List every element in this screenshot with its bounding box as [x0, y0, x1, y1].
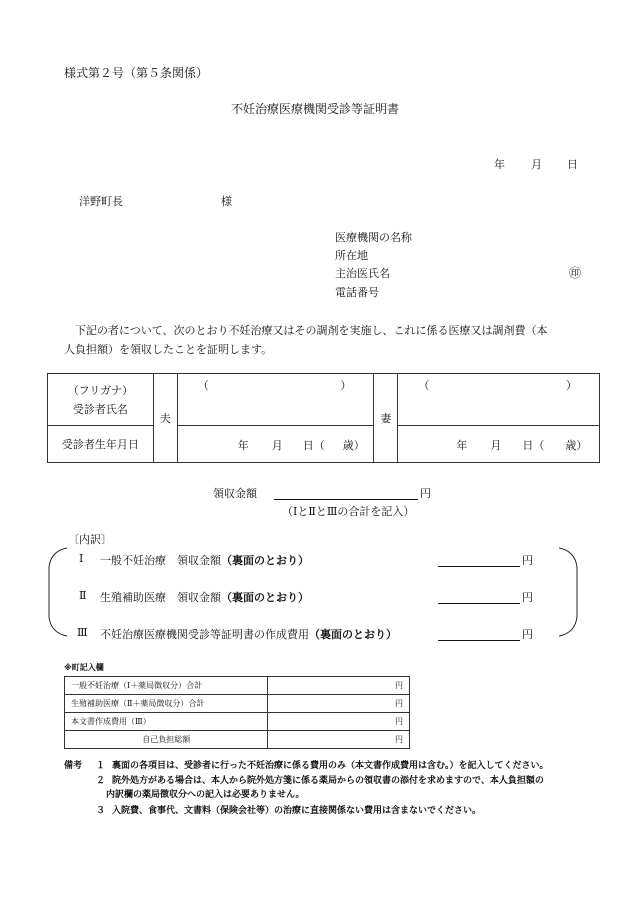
date-year: 年: [494, 158, 505, 171]
institution-address-label: 所在地: [335, 249, 368, 262]
husband-birth-day: 日（: [302, 439, 325, 452]
phone-label: 電話番号: [335, 286, 379, 299]
patient-name-label: 受診者氏名: [72, 402, 128, 416]
town-row-2-label: 生殖補助医療（Ⅱ＋薬局徴収分）合計: [65, 695, 268, 713]
breakdown-label: 〔内訳〕: [68, 533, 112, 546]
husband-birth-field[interactable]: [177, 426, 374, 463]
town-row-2-unit[interactable]: 円: [268, 695, 410, 713]
receipt-label: 領収金額: [213, 487, 257, 500]
town-section-label: ※町記入欄: [64, 663, 104, 672]
breakdown-item-2-num: Ⅱ: [79, 589, 87, 602]
addressee-name: 洋野町長: [79, 195, 123, 208]
breakdown-item-1-text: 一般不妊治療 領収金額（裏面のとおり）: [100, 554, 309, 567]
breakdown-item-2-text: 生殖補助医療 領収金額（裏面のとおり）: [100, 591, 309, 604]
right-bracket: [557, 547, 579, 637]
town-row-4-label: 自己負担総額: [65, 731, 268, 749]
wife-label: 妻: [374, 374, 398, 463]
town-row-3-unit[interactable]: 円: [268, 713, 410, 731]
note-2-text: 院外処方がある場合は、本人から院外処方箋に係る薬局からの領収書の添付を求めますので、本人負担額の: [112, 776, 544, 786]
breakdown-item-3-num: Ⅲ: [77, 626, 88, 639]
breakdown-item-3-amount-line[interactable]: [438, 640, 520, 641]
note-1-text: 裏面の各項目は、受診者に行った不妊治療に係る費用のみ（本文書作成費用は含む。）を記入してください。: [112, 761, 549, 771]
birth-label: 受診者生年月日: [48, 426, 154, 463]
breakdown-item-2-unit: 円: [522, 591, 533, 604]
wife-name-field[interactable]: [398, 374, 600, 426]
form-number: 様式第２号（第５条関係）: [64, 66, 209, 80]
husband-birth-age: 歳）: [342, 439, 365, 452]
statement-line-1: 下記の者について、次のとおり不妊治療又はその調剤を実施し、これに係る医療又は調剤費（本: [64, 324, 548, 337]
institution-name-label: 医療機関の名称: [335, 231, 412, 244]
wife-birth-year: 年: [456, 439, 468, 452]
wife-birth-age: 歳）: [565, 439, 588, 452]
husband-name-field[interactable]: [177, 374, 374, 426]
seal-mark: ㊞: [569, 266, 582, 280]
left-bracket: [47, 547, 69, 637]
town-row-4-unit[interactable]: 円: [268, 731, 410, 749]
breakdown-item-1-amount-line[interactable]: [438, 566, 520, 567]
statement-line-2: 人負担額）を領収したことを証明します。: [64, 343, 273, 356]
town-table: [64, 676, 410, 749]
wife-birth-month: 月: [490, 439, 502, 452]
note-2-num: ２: [96, 776, 106, 786]
note-2-text-cont: 内訳欄の薬局徴収分への記入は必要ありません。: [106, 790, 305, 800]
breakdown-item-1-num: Ⅰ: [79, 552, 84, 565]
receipt-unit: 円: [420, 487, 431, 500]
name-label-cell: [48, 374, 154, 426]
breakdown-item-3-unit: 円: [522, 628, 533, 641]
breakdown-item-2-amount-line[interactable]: [438, 603, 520, 604]
doctor-name-label: 主治医氏名: [335, 267, 390, 280]
wife-birth-day: 日（: [522, 439, 545, 452]
breakdown-item-3-text: 不妊治療医療機関受診等証明書の作成費用（裏面のとおり）: [100, 628, 397, 641]
breakdown-item-1-unit: 円: [522, 554, 533, 567]
receipt-amount-line[interactable]: [274, 499, 418, 500]
note-1-num: １: [96, 761, 106, 771]
furigana-label: （フリガナ）: [67, 383, 134, 397]
note-3-text: 入院費、食事代、文書料（保険会社等）の治療に直接関係ない費用は含まないでください。: [112, 806, 482, 816]
husband-birth-year: 年: [237, 439, 249, 452]
town-row-1-label: 一般不妊治療（Ⅰ＋薬局徴収分）合計: [65, 677, 268, 695]
date-day: 日: [567, 158, 578, 171]
patient-table: [47, 373, 600, 463]
wife-paren-close: ）: [566, 379, 577, 392]
wife-birth-field[interactable]: [398, 426, 600, 463]
wife-paren-open: （: [418, 379, 430, 392]
town-row-3-label: 本文書作成費用（Ⅲ）: [65, 713, 268, 731]
husband-paren-close: ）: [340, 379, 352, 392]
husband-birth-month: 月: [271, 439, 283, 452]
page-title: 不妊治療医療機関受診等証明書: [230, 102, 399, 116]
date-month: 月: [531, 158, 542, 171]
note-3-num: ３: [96, 806, 106, 816]
town-row-1-unit[interactable]: 円: [268, 677, 410, 695]
husband-label: 夫: [153, 374, 177, 463]
addressee-honorific: 様: [221, 195, 232, 208]
receipt-note: （ⅠとⅡとⅢの合計を記入）: [282, 505, 415, 518]
notes-label: 備考: [64, 761, 83, 771]
husband-paren-open: （: [197, 379, 209, 392]
